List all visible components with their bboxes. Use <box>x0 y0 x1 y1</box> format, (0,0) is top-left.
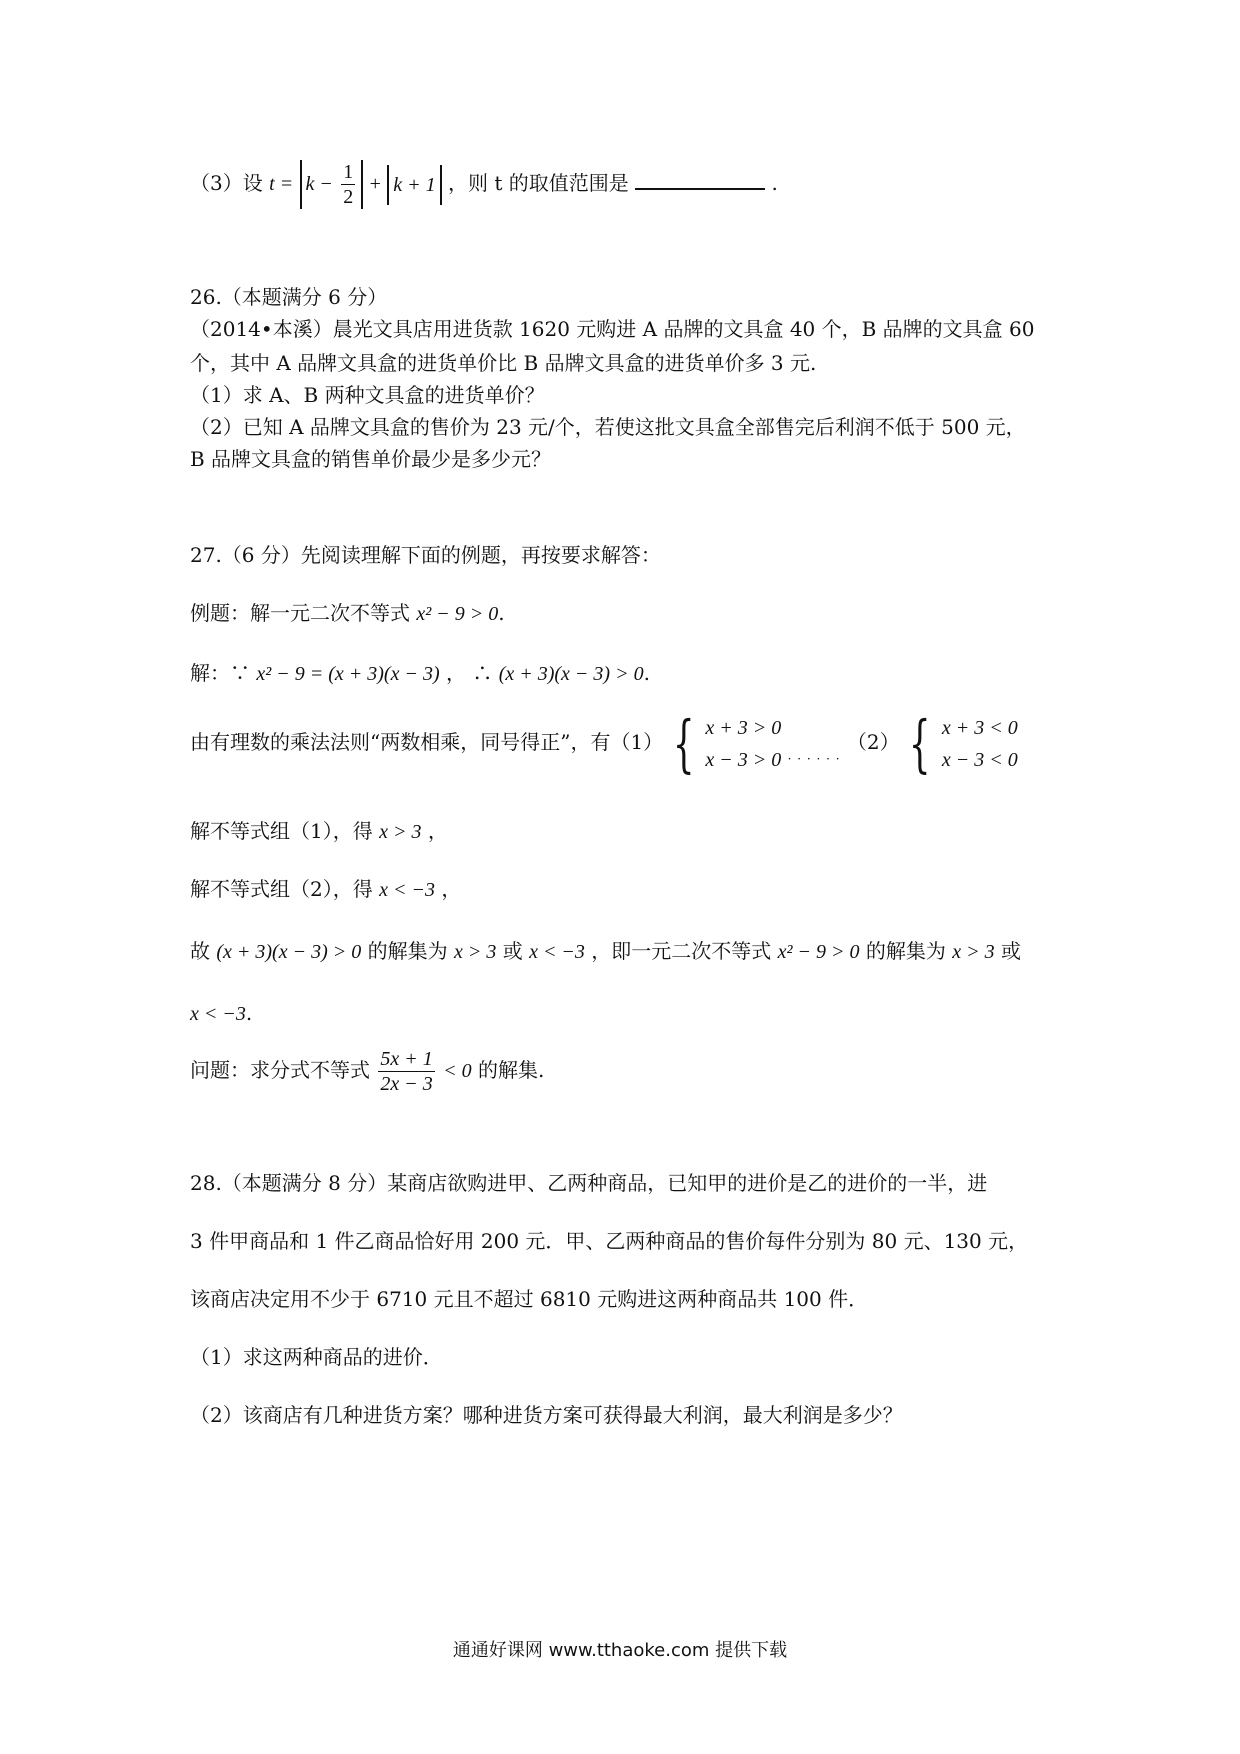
q27-conclusion-line2 <box>190 1000 252 1027</box>
half-numerator: 1 <box>343 161 354 183</box>
system-2-row-a: x + 3 < 0 <box>941 716 1018 739</box>
solution-label: 解：∵ <box>190 661 250 685</box>
page-footer: 通通好课网 www.tthaoke.com 提供下载 <box>452 1640 788 1661</box>
q27-header: 27.（6 分）先阅读理解下面的例题，再按要求解答： <box>190 543 661 567</box>
q26-part2-line2: B 品牌文具盒的销售单价最少是多少元？ <box>190 447 552 471</box>
q27-problem <box>190 1040 544 1101</box>
concl-a: 故 <box>190 939 210 963</box>
q26-part2-line1: （2）已知 A 品牌文具盒的售价为 23 元/个，若使这批文具盒全部售完后利润不低于 500 元， <box>190 415 1026 439</box>
q28-line1: 28.（本题满分 8 分）某商店欲购进甲、乙两种商品，已知甲的进价是乙的进价的一半，进 <box>190 1171 988 1195</box>
q26-line2: 个，其中 A 品牌文具盒的进货单价比 B 品牌文具盒的进货单价多 3 元. <box>190 351 817 375</box>
q27-conclusion-line1 <box>190 938 1021 965</box>
system-2 <box>942 712 1018 776</box>
q25-part3-suffix: ，则 t 的取值范围是 <box>447 171 629 195</box>
example-label: 例题：解一元二次不等式 <box>190 601 410 625</box>
q27-solve1 <box>190 818 448 845</box>
system-2-label: （2） <box>846 730 900 754</box>
concl-d: x > 3 <box>453 941 497 963</box>
abs-k-minus-half <box>300 160 364 209</box>
fraction-half <box>341 160 355 209</box>
solve1-expression: x > 3 <box>379 821 422 843</box>
example-end: . <box>498 601 505 625</box>
brace-2: { <box>908 706 931 780</box>
q28-line2: 3 件甲商品和 1 件乙商品恰好用 200 元．甲、乙两种商品的售价每件分别为 80 元、130 元， <box>190 1229 1029 1253</box>
problem-end: 的解集. <box>477 1058 545 1082</box>
abs-k-plus-one: k + 1 <box>387 165 441 205</box>
concl-line2-expr: x < −3 <box>190 1003 246 1025</box>
solve2-expression: x < −3 <box>379 879 435 901</box>
q28-line3: 该商店决定用不少于 6710 元且不超过 6810 元购进这两种商品共 100 件． <box>190 1287 869 1311</box>
brace-1: { <box>672 706 695 780</box>
system-1-row-a: x + 3 > 0 <box>705 716 782 739</box>
problem-text: 问题：求分式不等式 <box>190 1058 370 1082</box>
k-minus: k − <box>305 173 333 195</box>
half-denominator: 2 <box>343 186 354 208</box>
q27-solve2 <box>190 876 461 903</box>
concl-f: x < −3 <box>529 941 585 963</box>
solution-factorization: x² − 9 = (x + 3)(x − 3) <box>256 663 440 685</box>
concl-g: ，即一元二次不等式 <box>591 939 772 963</box>
plus-sign: + <box>369 173 381 195</box>
q28-part2: （2）该商店有几种进货方案？哪种进货方案可获得最大利润，最大利润是多少？ <box>190 1403 903 1427</box>
q26-header: 26.（本题满分 6 分） <box>190 285 388 309</box>
solve1-text: 解不等式组（1），得 <box>190 819 373 843</box>
system-1 <box>705 712 781 776</box>
system-1-row-b: x − 3 > 0 <box>705 748 782 771</box>
solve2-text: 解不等式组（2），得 <box>190 877 373 901</box>
example-expression: x² − 9 > 0 <box>416 603 499 625</box>
concl-b: (x + 3)(x − 3) > 0 <box>216 941 362 963</box>
ellipsis: · · · · · · <box>787 752 841 766</box>
q25-part3-line <box>190 160 778 209</box>
concl-h: x² − 9 > 0 <box>777 941 860 963</box>
rule-text: 由有理数的乘法法则“两数相乘，同号得正”，有（1） <box>190 730 664 754</box>
answer-blank <box>635 168 765 190</box>
problem-fraction-numerator: 5x + 1 <box>380 1048 433 1070</box>
q27-example <box>190 600 505 627</box>
q25-part3-end: . <box>771 171 778 195</box>
concl-c: 的解集为 <box>367 939 448 963</box>
t-equals: t = <box>269 173 294 195</box>
concl-line2-end: . <box>245 1001 253 1025</box>
solution-end: . <box>643 661 650 685</box>
system-2-row-b: x − 3 < 0 <box>941 748 1018 771</box>
q27-solution <box>190 660 650 687</box>
q27-rule-line <box>190 706 1018 791</box>
q26-part1: （1）求 A、B 两种文具盒的进货单价？ <box>190 383 545 407</box>
concl-k: 或 <box>1000 939 1021 963</box>
concl-e: 或 <box>502 939 523 963</box>
concl-j: x > 3 <box>952 941 995 963</box>
solve2-end: ， <box>441 877 462 901</box>
q28-part1: （1）求这两种商品的进价． <box>190 1345 443 1369</box>
problem-comparison: < 0 <box>443 1060 472 1082</box>
problem-fraction <box>378 1047 434 1096</box>
solve1-end: ， <box>427 819 448 843</box>
q26-line1: （2014•本溪）晨光文具店用进货款 1620 元购进 A 品牌的文具盒 40 个，B 品牌的文具盒 60 <box>190 317 1035 341</box>
solution-therefore: ， ∴ <box>445 661 493 685</box>
problem-fraction-denominator: 2x − 3 <box>380 1073 433 1095</box>
concl-i: 的解集为 <box>865 939 946 963</box>
q25-part3-prefix: （3）设 <box>190 171 263 195</box>
solution-product-inequality: (x + 3)(x − 3) > 0 <box>498 663 644 685</box>
